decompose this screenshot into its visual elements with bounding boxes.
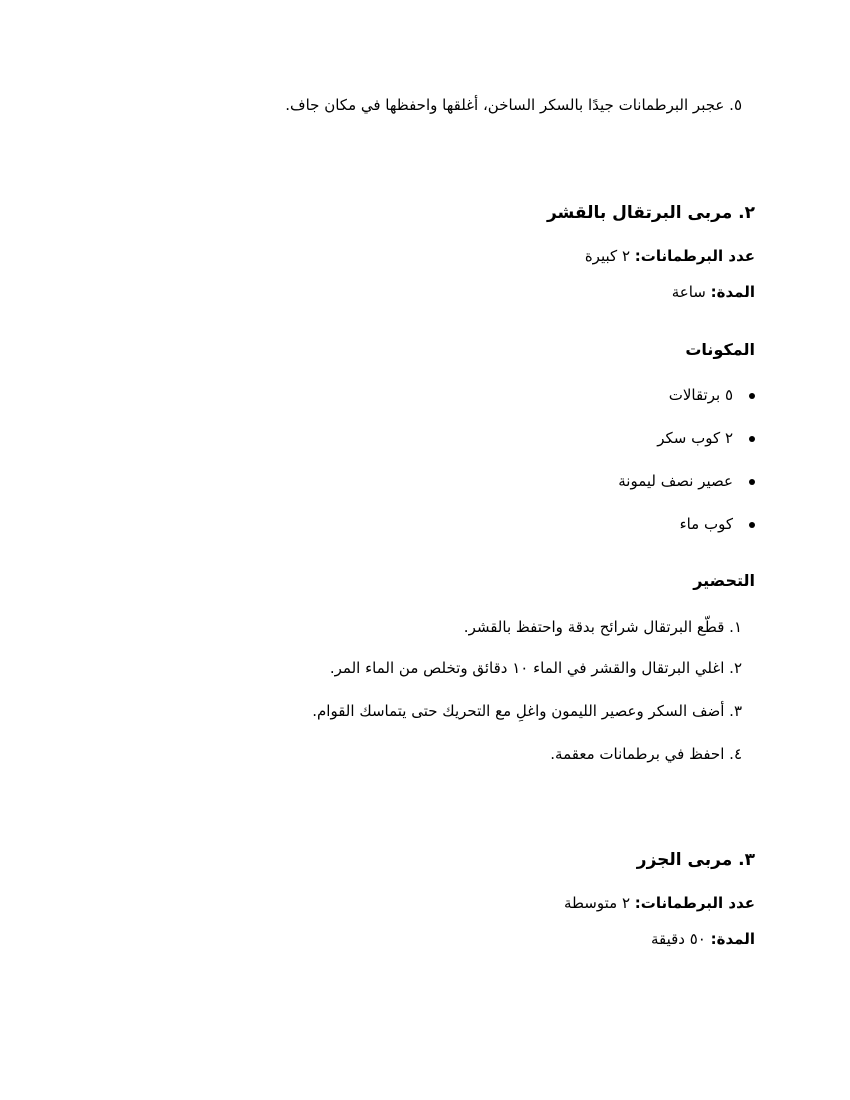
bullet-icon (749, 436, 755, 442)
preparation-step (312, 701, 742, 721)
recipe-title: ٢. مربى البرتقال بالقشر (546, 203, 755, 223)
bullet-icon (749, 393, 755, 399)
step-text: أضف السكر وعصير الليمون واغلِ مع التحريك حتى يتماسك القوام. (312, 702, 725, 720)
duration-label: المدة: (710, 930, 755, 948)
ingredients-heading: المكونات (685, 340, 755, 359)
jars-count (564, 893, 755, 913)
preparation-heading: التحضير (693, 571, 755, 590)
bullet-icon (749, 522, 755, 528)
step-text: احفظ في برطمانات معقمة. (550, 745, 725, 763)
duration-value: ٥٠ دقيقة (650, 930, 706, 948)
jars-value: ٢ كبيرة (584, 247, 630, 265)
ingredient-item (618, 471, 755, 491)
preparation-step (330, 658, 742, 678)
ingredient-text: ٢ كوب سكر (657, 429, 733, 447)
preparation-step (550, 744, 742, 764)
step-text: اغلي البرتقال والقشر في الماء ١٠ دقائق وتخلص من الماء المر. (329, 659, 725, 677)
duration-label: المدة: (710, 283, 755, 301)
step-text: قطّع البرتقال شرائح بدقة واحتفظ بالقشر. (463, 618, 725, 636)
duration (672, 282, 755, 302)
jars-value: ٢ متوسطة (563, 894, 630, 912)
duration (651, 929, 755, 949)
step-number: ١. (729, 618, 742, 636)
step-number: ٣. (729, 702, 742, 720)
step-number: ٢. (729, 659, 742, 677)
ingredient-item (680, 514, 755, 534)
jars-label: عدد البرطمانات: (634, 247, 755, 265)
ingredient-item (669, 385, 755, 405)
step-text: عجبر البرطمانات جيدًا بالسكر الساخن، أغلقها واحفظها في مكان جاف. (285, 96, 725, 114)
step-number: ٥. (729, 96, 742, 114)
recipe-title: ٣. مربى الجزر (636, 850, 755, 870)
bullet-icon (749, 479, 755, 485)
jars-count (585, 246, 755, 266)
ingredient-item (657, 428, 755, 448)
carryover-step (285, 95, 742, 115)
ingredient-text: كوب ماء (679, 515, 733, 533)
jars-label: عدد البرطمانات: (634, 894, 755, 912)
ingredient-text: ٥ برتقالات (668, 386, 733, 404)
preparation-step (464, 617, 742, 637)
step-number: ٤. (729, 745, 742, 763)
duration-value: ساعة (671, 283, 706, 301)
ingredient-text: عصير نصف ليمونة (618, 472, 733, 490)
